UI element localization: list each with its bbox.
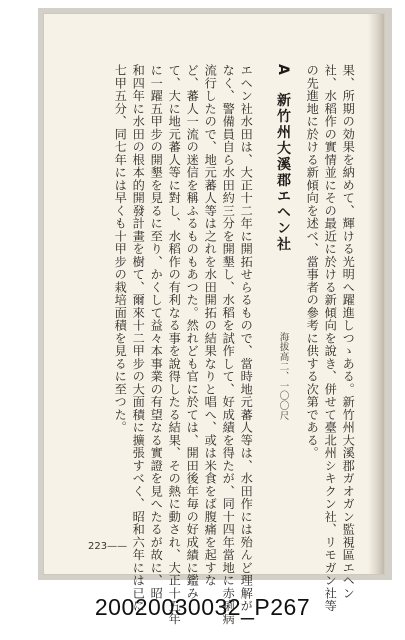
text-column-2: 社、水稻作の實情並にその最近に於ける新傾向を說き、併せて臺北州シキクン社、リモガン社等 xyxy=(323,64,338,613)
elevation-note: 海拔高二、一〇〇尺 xyxy=(277,332,289,421)
text-column-1: 果、所期の効果を納めて、輝ける光明へ躍進しつゝある。新竹州大溪郡ガオガン監視區エヘン xyxy=(341,64,356,600)
text-column-6: 流行したので、地元蕃人等は之れを水田開拓の結果なりと唱へ、或は米食をば腹痛を起すな xyxy=(203,64,218,587)
text-column-8: て、大に地元蕃人等に對し、水稻作の有利なる事を說得したる結果、その熱に動され、大正十五年 xyxy=(167,64,182,625)
text-column-3: の先進地に於ける新傾向を述べ、當事者の參考に供する次第である。 xyxy=(305,64,320,460)
text-column-7: ど、蕃人一流の迷信を稱ふるものもあつた。然れども官に於ては、開田後年毎の好成績に鑑み xyxy=(185,64,200,600)
page-number: 223—— xyxy=(88,541,128,552)
text-column-10: 和四年に水田の根本的開發計畫を樹て、爾來十二甲步の大面積に擴張すべく、昭和六年には已に xyxy=(131,64,146,613)
text-column-4: エヘン社水田は、大正十二年に開拓せらるもので、當時地元蕃人等は、水田作には殆んど理解が xyxy=(239,64,254,613)
text-column-5: なく、警備員自ら水田約三分を開墾し、水稻を試作して、好成績を得たが、同十四年當地に赤痢病 xyxy=(221,64,236,625)
section-heading: A 新竹州大溪郡エヘン社 xyxy=(275,64,291,253)
image-caption: 20020030032_P267 xyxy=(94,594,311,620)
text-column-11: 七甲五分、同七年には早くも十甲步の栽培面積を見るに至つた。 xyxy=(113,64,128,434)
text-column-9: に一躍五甲步の開墾を見るに至り、かくして益々本事業の有望なる實證を見へたるが故に、昭 xyxy=(149,64,164,600)
